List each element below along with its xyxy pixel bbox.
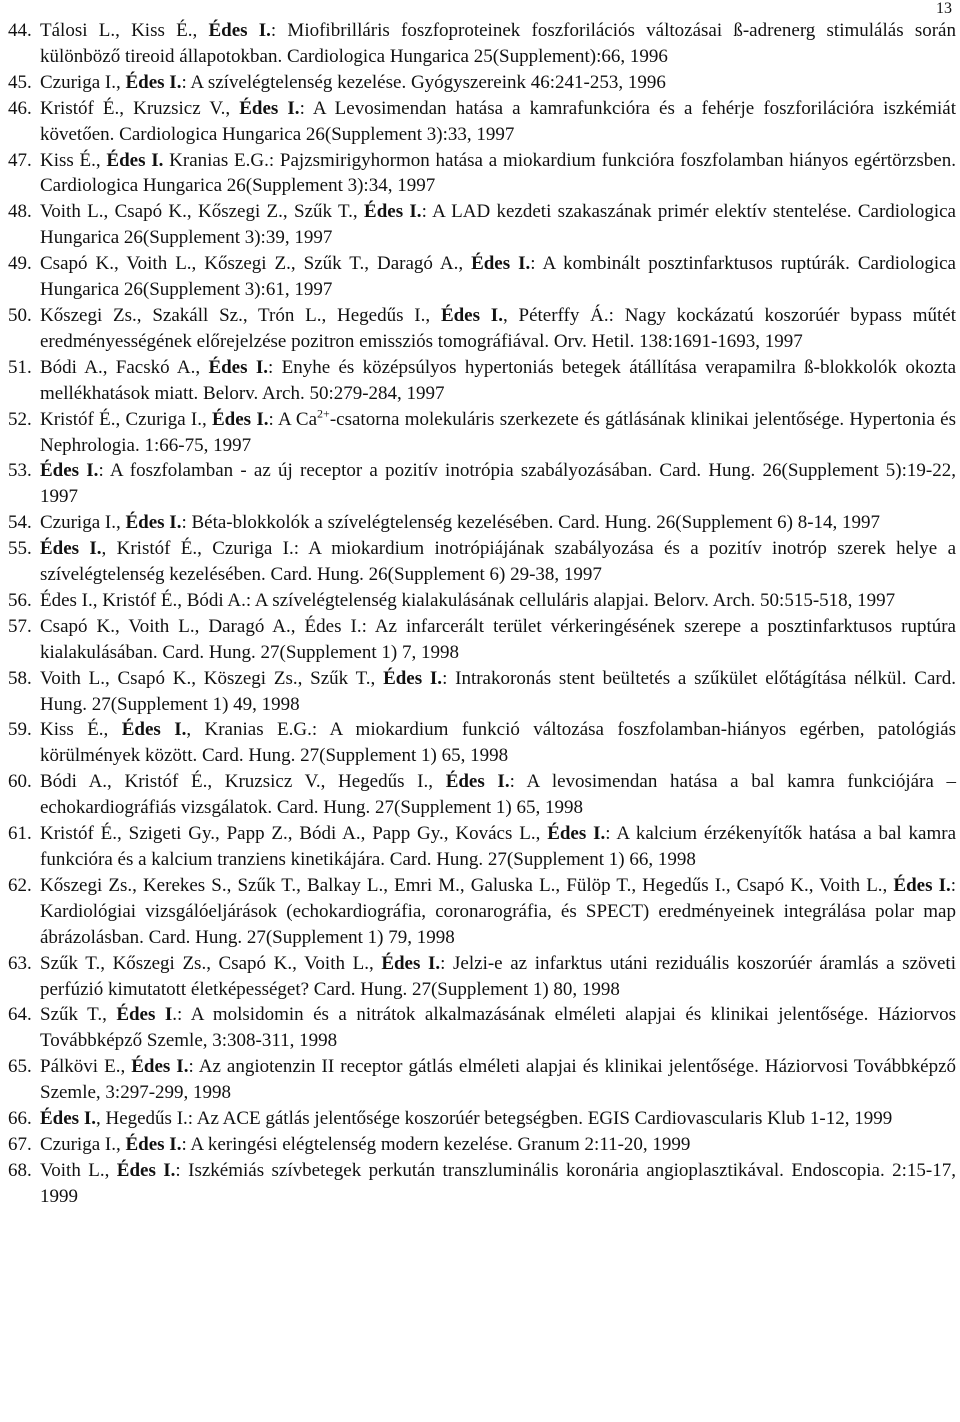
reference-text	[40, 510, 956, 536]
author-highlight: Édes I.	[381, 952, 441, 974]
reference-number: 51.	[8, 356, 32, 378]
reference-item	[8, 821, 956, 873]
reference-segment: : Béta-blokkolók a szívelégtelenség kezelésében. Card. Hung. 26(Supplement 6) 8-14, 1997	[181, 512, 881, 534]
reference-item	[8, 873, 956, 951]
reference-number: 67.	[8, 1133, 32, 1155]
reference-number: 55.	[8, 538, 32, 560]
reference-segment: : A kombinált posztinfarktusos ruptúrák. Cardiologica Hungarica 26(Supplement 3):61, 1997	[40, 253, 956, 301]
superscript: 2+	[317, 406, 330, 421]
reference-item	[8, 588, 956, 614]
reference-segment: Kristóf É., Czuriga I.,	[40, 408, 212, 430]
reference-item	[8, 614, 956, 666]
author-highlight: Édes I.	[40, 1108, 96, 1130]
reference-number: 47.	[8, 149, 32, 171]
reference-text	[40, 717, 956, 769]
author-highlight: Édes I.	[208, 356, 268, 378]
reference-segment: Pálkövi E.,	[40, 1056, 132, 1078]
reference-segment: Kőszegi Zs., Szakáll Sz., Trón L., Hegedűs I.,	[40, 304, 441, 326]
reference-item	[8, 769, 956, 821]
reference-segment: : A Levosimendan hatása a kamrafunkcióra és a fehérje foszforilációra iszkémiát követően. Cardiologica Hungarica 26(Supplement 3):33, 1997	[40, 97, 956, 145]
author-highlight: Édes I.	[40, 460, 99, 482]
reference-segment: : Az angiotenzin II receptor gátlás elméleti alapjai és klinikai jelentősége. Háziorvosi Továbbképző Szemle, 3:297-299, 1998	[40, 1056, 957, 1104]
reference-segment: Szűk T., Kőszegi Zs., Csapó K., Voith L.,	[40, 952, 382, 974]
reference-text	[40, 1054, 956, 1106]
reference-item	[8, 1158, 956, 1210]
reference-text	[40, 199, 956, 251]
reference-segment: .: A molsidomin és a nitrátok alkalmazásának elméleti alapjai és klinikai jelentősége. Háziorvos Továbbképző Szemle, 3:308-311, 1998	[40, 1004, 956, 1052]
reference-segment: Kristóf É., Kruzsicz V.,	[40, 97, 240, 119]
reference-segment: : A Ca	[268, 408, 318, 430]
reference-segment: Voith L.,	[40, 1159, 117, 1181]
reference-number: 58.	[8, 667, 32, 689]
reference-text	[40, 951, 956, 1003]
reference-text	[40, 536, 956, 588]
reference-segment: , Kranias E.G.: A miokardium funkció változása foszfolamban-hiányos egérben, patológiás körülmények között. Card. Hung. 27(Supplement 1) 65, 1998	[40, 719, 956, 767]
reference-number: 56.	[8, 589, 32, 611]
reference-segment: Csapó K., Voith L., Kőszegi Z., Szűk T., Daragó A.,	[40, 253, 472, 275]
reference-item	[8, 251, 956, 303]
reference-segment: , Péterffy Á.: Nagy kockázatú koszorúér bypass műtét eredményességének előrejelzése pozitron emissziós tomográfiával. Orv. Hetil. 138:1691-1693, 1997	[40, 304, 956, 352]
reference-text	[40, 821, 956, 873]
author-highlight: Édes I.	[125, 512, 182, 534]
author-highlight: Édes I.	[547, 823, 606, 845]
reference-segment: Édes I., Kristóf É., Bódi A.: A szívelégtelenség kialakulásának celluláris alapjai. Belorv. Arch. 50:515-518, 1997	[40, 589, 896, 611]
author-highlight: Édes I.	[471, 253, 531, 275]
reference-number: 52.	[8, 408, 32, 430]
reference-text	[40, 18, 956, 70]
reference-segment: Szűk T.,	[40, 1004, 117, 1026]
reference-item	[8, 1054, 956, 1106]
reference-number: 65.	[8, 1056, 32, 1078]
reference-number: 60.	[8, 771, 32, 793]
reference-text	[40, 407, 956, 459]
reference-segment: Czuriga I.,	[40, 512, 126, 534]
reference-item	[8, 951, 956, 1003]
reference-segment: Czuriga I.,	[40, 71, 126, 93]
reference-text	[40, 666, 956, 718]
reference-segment: : A LAD kezdeti szakaszának primér elektív stentelése. Cardiologica Hungarica 26(Supplement 3):39, 1997	[40, 201, 956, 249]
reference-text	[40, 1132, 956, 1158]
author-highlight: Édes I.	[893, 874, 951, 896]
page-number: 13	[936, 0, 952, 17]
reference-number: 59.	[8, 719, 32, 741]
reference-item	[8, 199, 956, 251]
reference-number: 62.	[8, 874, 32, 896]
author-highlight: Édes I.	[445, 771, 510, 793]
reference-number: 66.	[8, 1108, 32, 1130]
reference-segment: Kranias E.G.: Pajzsmirigyhormon hatása a miokardium funkcióra foszfolamban hiányos egértörzsben. Cardiologica Hungarica 26(Supplement 3):34, 1997	[40, 149, 956, 197]
reference-segment: : A kalcium érzékenyítők hatása a bal kamra funkcióra és a kalcium tranziens kinetikájára. Card. Hung. 27(Supplement 1) 66, 1998	[40, 823, 957, 870]
reference-item	[8, 303, 956, 355]
author-highlight: Édes I.	[383, 667, 443, 689]
reference-text	[40, 1002, 956, 1054]
reference-segment: -csatorna molekuláris szerkezete és gátlásának klinikai jelentősége. Hypertonia és Nephrologia. 1:66-75, 1997	[40, 408, 957, 456]
author-highlight: Édes I.	[121, 719, 187, 741]
reference-item	[8, 536, 956, 588]
reference-text	[40, 769, 956, 821]
reference-number: 48.	[8, 201, 32, 223]
reference-item	[8, 355, 956, 407]
reference-segment: Kristóf É., Szigeti Gy., Papp Z., Bódi A., Papp Gy., Kovács L.,	[40, 823, 548, 845]
reference-number: 61.	[8, 823, 32, 845]
reference-segment: : A keringési elégtelenség modern kezelése. Granum 2:11-20, 1999	[181, 1133, 691, 1155]
author-highlight: Édes I	[116, 1004, 173, 1026]
reference-segment: : A szívelégtelenség kezelése. Gyógyszereink 46:241-253, 1996	[181, 71, 666, 93]
author-highlight: Édes I.	[131, 1056, 189, 1078]
reference-segment: Voith L., Csapó K., Köszegi Zs., Szűk T.,	[40, 667, 384, 689]
author-highlight: Édes I.	[40, 538, 102, 560]
author-highlight: Édes I.	[208, 20, 271, 41]
reference-text	[40, 873, 956, 951]
reference-item	[8, 1132, 956, 1158]
reference-item	[8, 1002, 956, 1054]
reference-text	[40, 588, 956, 614]
reference-segment: : Kardiológiai vizsgálóeljárások (echokardiográfia, coronarográfia, és SPECT) eredményeinek integrálása polar map ábrázolásban. Card. Hung. 27(Supplement 1) 79, 1998	[40, 874, 956, 948]
reference-text	[40, 1106, 956, 1132]
reference-text	[40, 251, 956, 303]
reference-segment: Tálosi L., Kiss É.,	[40, 20, 209, 41]
reference-segment: : Miofibrilláris foszfoproteinek foszforilációs változásai ß-adrenerg stimulálás során különböző tireoid állapotokban. Cardiologica Hungarica 25(Supplement):66, 1996	[40, 20, 956, 67]
reference-number: 50.	[8, 304, 32, 326]
reference-segment: Czuriga I.,	[40, 1133, 126, 1155]
reference-segment: : A foszfolamban - az új receptor a pozitív inotrópia szabályozásában. Card. Hung. 26(Supplement 5):19-22, 1997	[40, 460, 956, 508]
reference-number: 49.	[8, 253, 32, 275]
author-highlight: Édes I.	[239, 97, 300, 119]
author-highlight: Édes I.	[106, 149, 164, 171]
reference-segment: Bódi A., Kristóf É., Kruzsicz V., Hegedűs I.,	[40, 771, 446, 793]
reference-item	[8, 510, 956, 536]
reference-segment: Voith L., Csapó K., Kőszegi Z., Szűk T.,	[40, 201, 365, 223]
reference-segment: : Intrakoronás stent beültetés a szűkület előtágítása nélkül. Card. Hung. 27(Supplement 1) 49, 1998	[40, 667, 956, 715]
reference-item	[8, 70, 956, 96]
reference-segment: Csapó K., Voith L., Daragó A., Édes I.: Az infarcerált terület vérkeringésének szerepe a posztinfarktusos ruptúra kialakulásában. Card. Hung. 27(Supplement 1) 7, 1998	[40, 615, 956, 663]
reference-item	[8, 1106, 956, 1132]
reference-segment: Kiss É.,	[40, 149, 107, 171]
reference-text	[40, 303, 956, 355]
reference-number: 46.	[8, 97, 32, 119]
reference-segment: : Iszkémiás szívbetegek perkután transzluminális koronária angioplasztikával. Endoscopia. 2:15-17, 1999	[40, 1159, 957, 1207]
reference-text	[40, 355, 956, 407]
reference-number: 44.	[8, 20, 32, 41]
reference-text	[40, 1158, 956, 1210]
reference-number: 53.	[8, 460, 32, 482]
author-highlight: Édes I.	[440, 304, 503, 326]
reference-number: 45.	[8, 71, 32, 93]
reference-list	[8, 18, 956, 1210]
reference-text	[40, 96, 956, 148]
reference-segment: : A levosimendan hatása a bal kamra funkciójára – echokardiográfiás vizsgálatok. Card. Hung. 27(Supplement 1) 65, 1998	[40, 771, 956, 819]
reference-text	[40, 148, 956, 200]
author-highlight: Édes I.	[125, 1133, 182, 1155]
reference-segment: Bódi A., Facskó A.,	[40, 356, 209, 378]
reference-item	[8, 148, 956, 200]
reference-number: 68.	[8, 1159, 32, 1181]
reference-text	[40, 614, 956, 666]
reference-segment: Kőszegi Zs., Kerekes S., Szűk T., Balkay L., Emri M., Galuska L., Fülöp T., Hegedűs I., Csapó K., Voith L.,	[40, 874, 894, 896]
reference-number: 57.	[8, 615, 32, 637]
reference-item	[8, 717, 956, 769]
reference-item	[8, 407, 956, 459]
reference-item	[8, 96, 956, 148]
reference-number: 54.	[8, 512, 32, 534]
author-highlight: Édes I.	[125, 71, 182, 93]
reference-segment: Kiss É.,	[40, 719, 122, 741]
author-highlight: Édes I.	[116, 1159, 176, 1181]
reference-item	[8, 666, 956, 718]
author-highlight: Édes I.	[364, 201, 422, 223]
reference-number: 64.	[8, 1004, 32, 1026]
author-highlight: Édes I.	[212, 408, 269, 430]
reference-segment: : Jelzi-e az infarktus utáni reziduális koszorúér áramlás a szöveti perfúzió kimutatott életképességet? Card. Hung. 27(Supplement 1) 80, 1998	[40, 952, 956, 1000]
reference-segment: : Enyhe és középsúlyos hypertoniás betegek átállítása verapamilra ß-blokkolók okozta mellékhatások miatt. Belorv. Arch. 50:279-284, 1997	[40, 356, 957, 404]
reference-segment: , Kristóf É., Czuriga I.: A miokardium inotrópiájának szabályozása és a pozitív inotróp szerek helye a szívelégtelenség kezelésében. Card. Hung. 26(Supplement 6) 29-38, 1997	[40, 538, 956, 586]
reference-item	[8, 458, 956, 510]
reference-number: 63.	[8, 952, 32, 974]
reference-item	[8, 18, 956, 70]
reference-segment: , Hegedűs I.: Az ACE gátlás jelentősége koszorúér betegségben. EGIS Cardiovascularis Klub 1-12, 1999	[95, 1108, 893, 1130]
reference-text	[40, 458, 956, 510]
reference-text	[40, 70, 956, 96]
